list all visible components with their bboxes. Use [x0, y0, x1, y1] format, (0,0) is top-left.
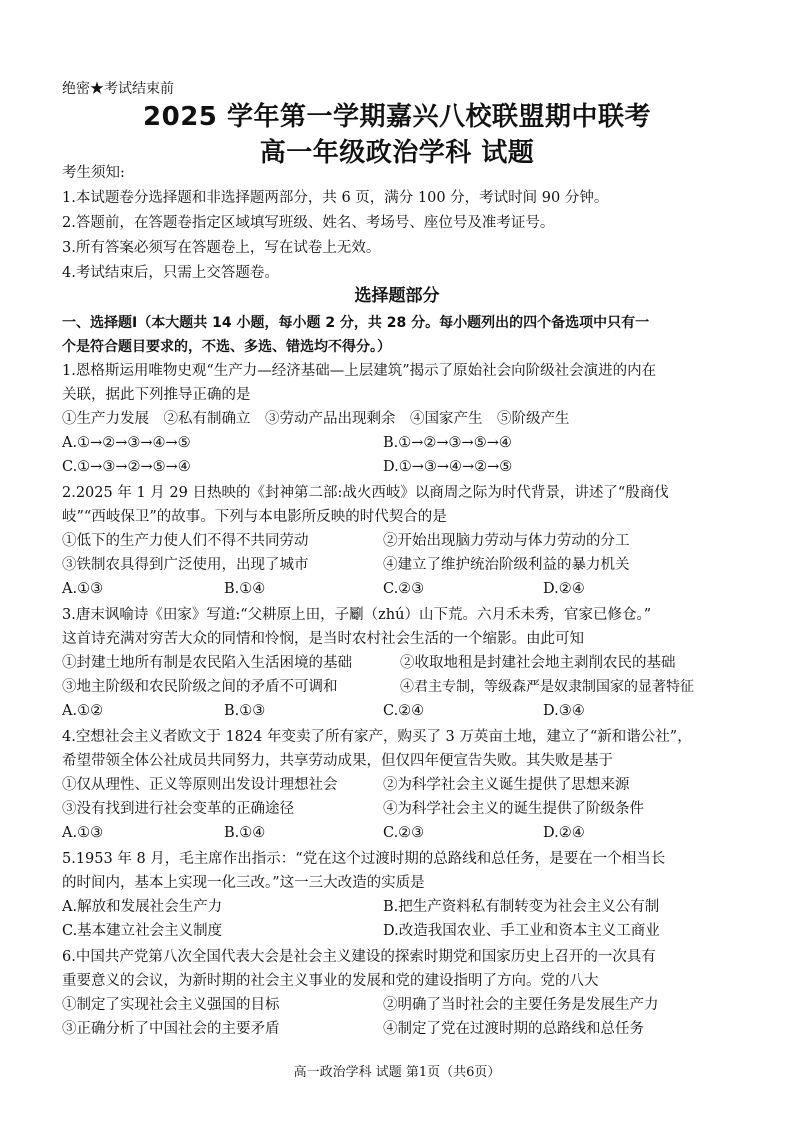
question-6-item: ①制定了实现社会主义强国的目标: [62, 997, 280, 1013]
question-5-option-c: C.基本建立社会主义制度: [62, 923, 223, 939]
question-3-stem: 这首诗充满对穷苦大众的同情和怜悯，是当时农村社会生活的一个缩影。由此可知: [62, 631, 584, 647]
question-2-option-d: D.②④: [543, 581, 585, 597]
question-3-option-a: A.①②: [62, 703, 104, 719]
question-5-option-a: A.解放和发展社会生产力: [62, 899, 223, 915]
question-4-stem: 4.空想社会主义者欧文于 1824 年变卖了所有家产，购买了 3 万英亩土地，建立了“新和谐公社”，: [62, 729, 692, 745]
question-2-option-a: A.①③: [62, 581, 104, 597]
section-title: 选择题部分: [354, 286, 440, 306]
instruction-item: 3.所有答案必须写在答题卷上，写在试卷上无效。: [62, 240, 381, 256]
question-3-item: ④君主专制，等级森严是奴隶制国家的显著特征: [400, 679, 694, 695]
question-5-stem: 5.1953 年 8 月，毛主席作出指示：“党在这个过渡时期的总路线和总任务，是要在一个相当长: [62, 851, 666, 867]
page-footer: 高一政治学科 试题 第1页（共6页）: [293, 1065, 501, 1080]
question-6-item: ②明确了当时社会的主要任务是发展生产力: [383, 997, 659, 1013]
question-3-option-d: D.③④: [543, 703, 585, 719]
question-6-item: ④制定了党在过渡时期的总路线和总任务: [383, 1021, 644, 1037]
question-6-stem: 重要意义的会议，为新时期的社会主义事业的发展和党的建设指明了方向。党的八大: [62, 973, 599, 989]
question-4-option-b: B.①④: [224, 825, 266, 841]
question-2-item: ③铁制农具得到广泛使用，出现了城市: [62, 557, 309, 573]
question-6-stem: 6.中国共产党第八次全国代表大会是社会主义建设的探索时期党和国家历史上召开的一次具有: [62, 949, 656, 965]
question-5-stem: 的时间内，基本上实现一化三改。”这一三大改造的实质是: [62, 875, 425, 891]
question-4-option-d: D.②④: [543, 825, 585, 841]
question-1-stem: 关联，据此下列推导正确的是: [62, 387, 251, 403]
section-intro: 一、选择题Ⅰ（本大题共 14 小题，每小题 2 分，共 28 分。每小题列出的四个备选项中只有一: [62, 315, 650, 331]
question-2-option-c: C.②③: [383, 581, 425, 597]
question-4-item: ③没有找到进行社会变革的正确途径: [62, 801, 294, 817]
exam-subtitle: 高一年级政治学科 试题: [259, 138, 535, 168]
question-5-option-b: B.把生产资料私有制转变为社会主义公有制: [383, 899, 660, 915]
question-2-stem: 岐”“西岐保卫”的故事。下列与本电影所反映的时代契合的是: [62, 509, 447, 525]
question-1-option-a: A.①→②→③→④→⑤: [62, 435, 191, 451]
question-2-item: ②开始出现脑力劳动与体力劳动的分工: [383, 533, 630, 549]
question-3-stem: 3.唐末讽喻诗《田家》写道:“父耕原上田，子劚（zhú）山下荒。六月禾未秀，官家已修仓。”: [62, 607, 652, 623]
instruction-item: 4.考试结束后，只需上交答题卷。: [62, 265, 279, 281]
question-4-item: ④为科学社会主义的诞生提供了阶级条件: [383, 801, 644, 817]
question-1-option-b: B.①→②→③→⑤→④: [383, 435, 512, 451]
section-intro: 个是符合题目要求的，不选、多选、错选均不得分。）: [62, 339, 391, 355]
instruction-item: 1.本试题卷分选择题和非选择题两部分，共 6 页，满分 100 分，考试时间 90 分钟。: [62, 190, 609, 206]
question-2-option-b: B.①④: [224, 581, 266, 597]
question-4-option-a: A.①③: [62, 825, 104, 841]
question-4-item: ②为科学社会主义诞生提供了思想来源: [383, 777, 630, 793]
question-4-option-c: C.②③: [383, 825, 425, 841]
question-3-item: ③地主阶级和农民阶级之间的矛盾不可调和: [62, 679, 338, 695]
question-3-item: ①封建土地所有制是农民陷入生活困境的基础: [62, 655, 352, 671]
question-2-stem: 2.2025 年 1 月 29 日热映的《封神第二部:战火西岐》以商周之际为时代背景，讲述了“殷商伐: [62, 485, 669, 501]
exam-title: 2025 学年第一学期嘉兴八校联盟期中联考: [143, 102, 651, 132]
instructions-heading: 考生须知:: [62, 165, 125, 181]
question-1-stem: 1.恩格斯运用唯物史观“生产力—经济基础—上层建筑”揭示了原始社会向阶级社会演进的内在: [62, 363, 657, 379]
question-3-option-c: C.②④: [383, 703, 425, 719]
question-2-item: ④建立了维护统治阶级利益的暴力机关: [383, 557, 630, 573]
question-4-stem: 希望带领全体公社成员共同努力，共享劳动成果，但仅四年便宣告失败。其失败是基于: [62, 753, 613, 769]
question-4-item: ①仅从理性、正义等原则出发设计理想社会: [62, 777, 338, 793]
instruction-item: 2.答题前，在答题卷指定区域填写班级、姓名、考场号、座位号及准考证号。: [62, 215, 555, 231]
confidential-label: 绝密★考试结束前: [62, 81, 174, 97]
question-5-option-d: D.改造我国农业、手工业和资本主义工商业: [383, 923, 660, 939]
question-3-option-b: B.①③: [224, 703, 266, 719]
question-1-option-d: D.①→③→④→②→⑤: [383, 459, 513, 475]
question-1-items: ①生产力发展 ②私有制确立 ③劳动产品出现剩余 ④国家产生 ⑤阶级产生: [62, 411, 570, 427]
question-3-item: ②收取地租是封建社会地主剥削农民的基础: [400, 655, 676, 671]
question-6-item: ③正确分析了中国社会的主要矛盾: [62, 1021, 280, 1037]
question-1-option-c: C.①→③→②→⑤→④: [62, 459, 191, 475]
question-2-item: ①低下的生产力使人们不得不共同劳动: [62, 533, 309, 549]
